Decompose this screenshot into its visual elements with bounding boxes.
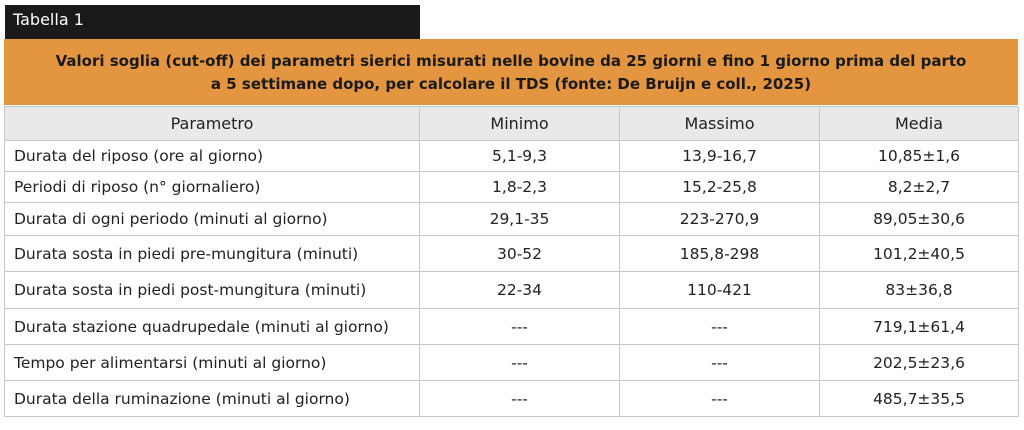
cell-massimo: 185,8-298 xyxy=(620,236,820,272)
cell-media: 10,85±1,6 xyxy=(820,141,1019,172)
cell-massimo: --- xyxy=(620,309,820,345)
cell-media: 202,5±23,6 xyxy=(820,345,1019,381)
table-row xyxy=(5,345,1019,381)
cell-minimo: --- xyxy=(420,309,620,345)
cell-massimo: --- xyxy=(620,345,820,381)
cell-minimo: --- xyxy=(420,381,620,417)
header-media: Media xyxy=(820,107,1019,141)
header-massimo: Massimo xyxy=(620,107,820,141)
table-row xyxy=(5,236,1019,272)
cell-massimo: 13,9-16,7 xyxy=(620,141,820,172)
cell-parametro: Durata di ogni periodo (minuti al giorno) xyxy=(5,203,420,236)
caption-line-1: Valori soglia (cut-off) dei parametri sierici misurati nelle bovine da 25 giorni e fino 1 giorno prima del parto xyxy=(55,52,967,70)
cell-parametro: Durata sosta in piedi pre-mungitura (minuti) xyxy=(5,236,420,272)
cell-massimo: 223-270,9 xyxy=(620,203,820,236)
cell-massimo: 15,2-25,8 xyxy=(620,172,820,203)
cell-minimo: --- xyxy=(420,345,620,381)
header-parametro: Parametro xyxy=(5,107,420,141)
header-row xyxy=(5,107,1019,141)
cell-minimo: 29,1-35 xyxy=(420,203,620,236)
cell-parametro: Durata stazione quadrupedale (minuti al giorno) xyxy=(5,309,420,345)
cell-massimo: 110-421 xyxy=(620,272,820,309)
cell-massimo: --- xyxy=(620,381,820,417)
cell-media: 719,1±61,4 xyxy=(820,309,1019,345)
cell-parametro: Durata del riposo (ore al giorno) xyxy=(5,141,420,172)
header-minimo: Minimo xyxy=(420,107,620,141)
cell-parametro: Durata sosta in piedi post-mungitura (minuti) xyxy=(5,272,420,309)
caption-line-2: a 5 settimane dopo, per calcolare il TDS (fonte: De Bruijn e coll., 2025) xyxy=(210,75,812,93)
cell-parametro: Periodi di riposo (n° giornaliero) xyxy=(5,172,420,203)
cell-minimo: 30-52 xyxy=(420,236,620,272)
table-row xyxy=(5,172,1019,203)
cell-media: 485,7±35,5 xyxy=(820,381,1019,417)
cell-media: 8,2±2,7 xyxy=(820,172,1019,203)
table-row xyxy=(5,141,1019,172)
cell-parametro: Durata della ruminazione (minuti al giorno) xyxy=(5,381,420,417)
cell-parametro: Tempo per alimentarsi (minuti al giorno) xyxy=(5,345,420,381)
table-row xyxy=(5,272,1019,309)
table-label: Tabella 1 xyxy=(5,5,420,39)
cell-media: 89,05±30,6 xyxy=(820,203,1019,236)
cell-media: 101,2±40,5 xyxy=(820,236,1019,272)
cell-minimo: 1,8-2,3 xyxy=(420,172,620,203)
cell-minimo: 5,1-9,3 xyxy=(420,141,620,172)
cell-minimo: 22-34 xyxy=(420,272,620,309)
table-row xyxy=(5,203,1019,236)
data-table xyxy=(4,106,1019,417)
table-row xyxy=(5,309,1019,345)
table-row xyxy=(5,381,1019,417)
cell-media: 83±36,8 xyxy=(820,272,1019,309)
table-caption xyxy=(4,39,1018,105)
